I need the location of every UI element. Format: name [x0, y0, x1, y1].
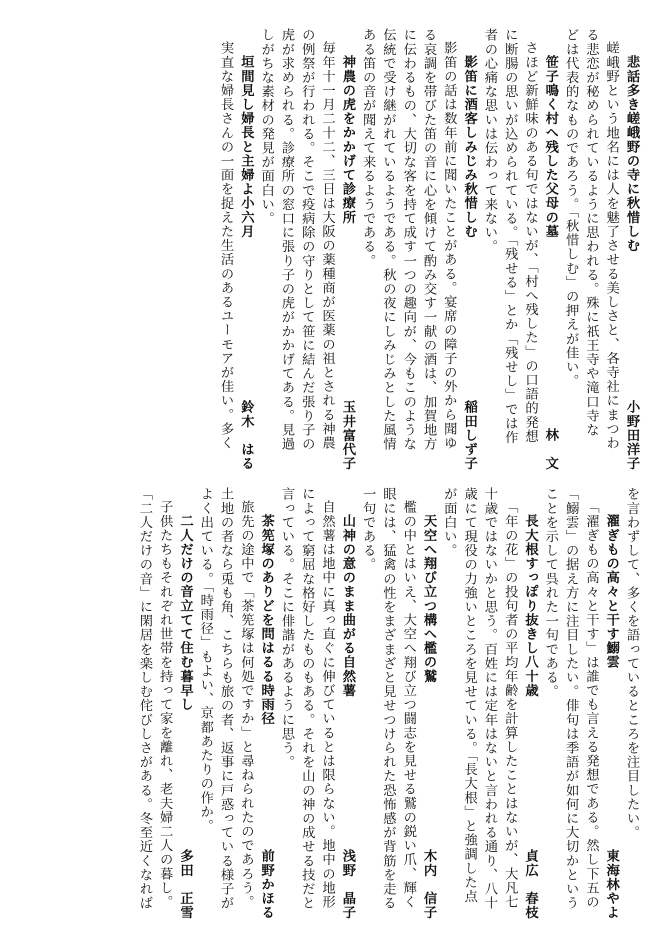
haiku-author: 玉井富代子 [339, 399, 355, 470]
commentary-line: 十歳ではないかと思う。百姓には定年はないと言われる通り、八十 [481, 487, 497, 910]
commentary-line: さほど新鮮味のある句ではないが、「村へ残した」の口語的発想 [522, 41, 538, 444]
haiku-title: 二人だけの音立てて住む暮早し [177, 514, 193, 712]
commentary-line: 嵯峨野という地名には人を魅了させる美しさと、各寺社にまつわ [603, 41, 619, 450]
commentary-line: 「年の花」の投句者の平均年齢を計算したことはないが、大凡七 [502, 500, 518, 909]
commentary-line: 子供たちもそれぞれ世帯を持って家を離れ、老夫婦二人の暮し。 [157, 500, 173, 909]
lower-column-block [17, 487, 641, 919]
haiku-title: 垣間見し婦長と主婦よ小六月 [238, 55, 254, 239]
commentary-line: 土地の者なら兎も角、こちらも旅の者、返事に戸惑っている様子が [218, 487, 234, 910]
haiku-heading [418, 487, 438, 919]
upper-column-block [17, 28, 641, 470]
haiku-title: 神農の虎をかかげて診療所 [339, 55, 355, 225]
haiku-author: 貞広 春枝 [522, 848, 538, 919]
commentary-line: 実直な婦長さんの一面を捉えた生活のあるユーモアが佳い。多く [218, 41, 234, 450]
commentary-line: 影笛の話は数年前に聞いたことがある。宴席の障子の外から聞ゆ [441, 41, 457, 450]
commentary-line: 「鰯雲」の据え方に注目したい。俳句は季語が如何に大切かという [563, 487, 579, 910]
commentary-line: 「二人だけの音」に閑居を楽しむ侘びしさがある。冬至近くなれば [136, 487, 152, 910]
haiku-author: 鈴木 はる [238, 399, 254, 470]
haiku-heading [235, 28, 255, 470]
commentary-line: 旅先の途中で「茶筅塚は何処ですか」と尋ねられたのであろう。 [238, 500, 254, 909]
commentary-line: 眼には、猛禽の性をまざまざと見せつけられた恐怖感が背筋を走る [380, 487, 396, 910]
commentary-line: 者の心痛な思いは伝わって来ない。 [481, 28, 497, 254]
haiku-heading [337, 487, 357, 919]
commentary-line: に伝わるもの、大切な客を持て成す一つの趣向が、今もこのような [400, 28, 416, 451]
haiku-heading [600, 487, 620, 919]
haiku-author: 稲田しず子 [461, 399, 477, 470]
haiku-heading [255, 487, 275, 919]
commentary-line: 檻の中とはいえ、大空へ翔び立つ闘志を見せる鷲の鋭い爪、輝く [400, 500, 416, 909]
commentary-line: 「濯ぎもの高々と干す」は誰でも言える発想である。然し下五の [583, 500, 599, 909]
commentary-line: 一句である。 [360, 487, 376, 572]
haiku-title: 影笛に酒客しみじみ秋惜しむ [461, 55, 477, 239]
haiku-heading [174, 487, 194, 919]
commentary-line: どは代表的なものであろう。「秋惜しむ」の押えが佳い。 [563, 28, 579, 388]
haiku-title: 悲話多き嵯峨野の寺に秋惜しむ [624, 55, 639, 253]
haiku-author: 小野田洋子 [624, 399, 639, 470]
haiku-author: 木内 信子 [421, 848, 437, 919]
commentary-line: ある笛の音が聞えて来るようである。 [360, 28, 376, 268]
haiku-author: 東海林やよ [603, 848, 619, 919]
commentary-line: 自然薯は地中に真っ直ぐに伸びているとは限らない。地中の地形 [319, 500, 335, 909]
haiku-author: 浅野 晶子 [339, 848, 355, 919]
commentary-line: によって窮屈な格好したものもある。それを山の神の成せる技だと [299, 487, 315, 910]
haiku-heading [621, 28, 641, 470]
haiku-heading [337, 28, 357, 470]
commentary-line: を言わずして、多くを語っているところを注目したい。 [624, 487, 639, 840]
commentary-line: 言っている。そこに俳諧があるように思う。 [278, 487, 294, 769]
commentary-line: が面白い。 [441, 487, 457, 558]
commentary-line: しがちな素材の発見が面白い。 [258, 28, 274, 226]
commentary-line: 虎が求められる。診療所の窓口に張り子の虎がかかげてある。見過 [278, 28, 294, 451]
commentary-line: 歳にて現役の力強いところを見せている。「長大根」と強調した点 [461, 487, 477, 904]
commentary-line: よく出ている。「時雨径」もよい、京都あたりの作か。 [197, 487, 213, 833]
commentary-line: ことを示して呉れた一句である。 [542, 487, 558, 699]
commentary-line: の例祭が行われる。そこで疫病除の守りとして笹に結んだ張り子の [299, 28, 315, 451]
haiku-title: 天空へ翔び立つ構へ檻の鷲 [421, 514, 437, 684]
haiku-author: 前野かほる [258, 848, 274, 919]
commentary-line: 毎年十一月二十二、三日は大阪の薬種商が医薬の祖とされる神農 [319, 41, 335, 450]
haiku-author: 林 文 [542, 427, 558, 470]
haiku-heading [540, 28, 560, 470]
commentary-line: に断腸の思いが込められている。「残せる」とか「残せし」では作 [502, 28, 518, 445]
haiku-title: 笹子鳴く村へ残した父母の墓 [542, 55, 558, 239]
commentary-line: る哀調を帯びた笛の音に心を傾けて酌み交す一献の酒は、加賀地方 [421, 28, 437, 451]
commentary-line: 伝統で受け継がれているようである。秋の夜にしみじみとした風情 [380, 28, 396, 451]
haiku-title: 山神の意のまま曲がる自然薯 [339, 514, 355, 698]
commentary-line: る悲恋が秘められているように思われる。殊に祇王寺や滝口寺な [583, 28, 599, 437]
haiku-title: 長大根すっぽり抜きし八十歳 [522, 514, 538, 698]
haiku-title: 濯ぎもの高々と干す鰯雲 [603, 514, 619, 670]
haiku-heading [519, 487, 539, 919]
haiku-heading [458, 28, 478, 470]
haiku-title: 茶筅塚のありどを問はるる時雨径 [258, 514, 274, 726]
haiku-author: 多田 正雪 [177, 848, 193, 919]
